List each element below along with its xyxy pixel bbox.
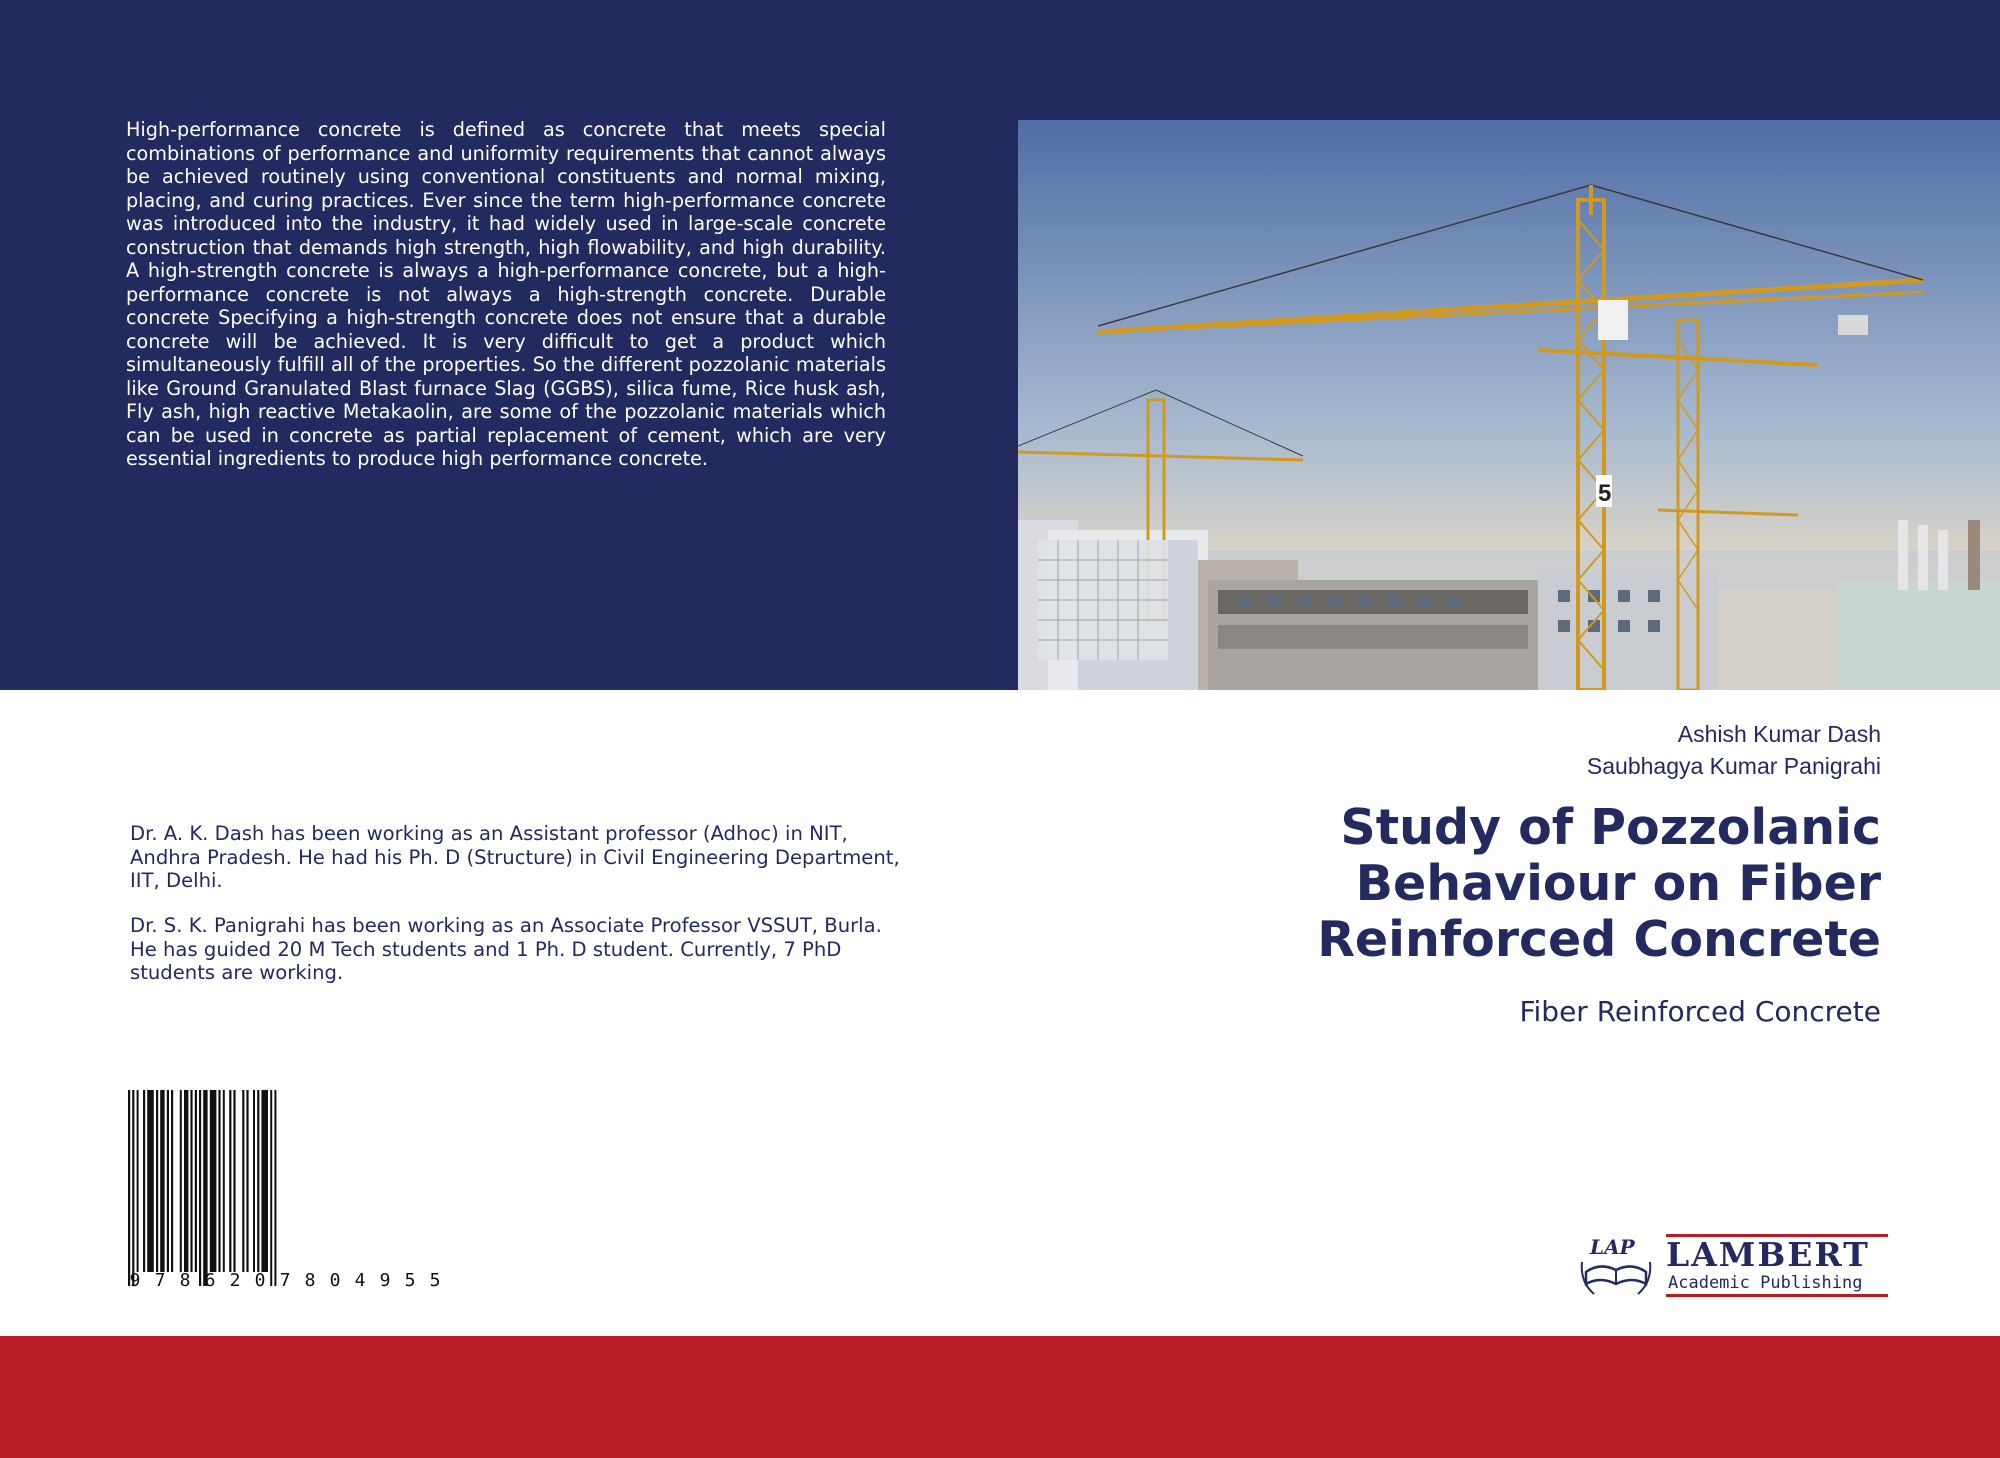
svg-text:5: 5 [1598,480,1612,507]
publisher-name: LAMBERT [1666,1235,1870,1274]
isbn-digit: 6 [204,1270,216,1291]
author-name: Saubhagya Kumar Panigrahi [1586,753,1881,779]
construction-cranes-photo [1018,120,2000,690]
isbn-digit: 9 [129,1270,141,1291]
bottom-red-band [0,1336,2000,1458]
author-bio-panigrahi: Dr. S. K. Panigrahi has been working as an Associate Professor VSSUT, Burla. He has guided 20 M Tech students and 1 Ph. D student. Currently, 7 PhD students are working. [130,914,882,985]
isbn-digit: 0 [254,1270,266,1291]
book-subtitle: Fiber Reinforced Concrete [1519,995,1881,1028]
isbn-digit: 5 [404,1270,416,1291]
publisher-badge: LAP [1590,1235,1635,1259]
isbn-digit: 7 [154,1270,166,1291]
author-list [1587,718,1881,782]
isbn-digit: 8 [304,1270,316,1291]
isbn-digit: 5 [429,1270,441,1291]
author-name: Ashish Kumar Dash [1677,721,1881,747]
isbn-digit: 2 [229,1270,241,1291]
publisher-logo [1578,1222,1898,1302]
isbn-digit: 0 [329,1270,341,1291]
isbn-number [124,1270,446,1291]
back-cover-blurb: High-performance concrete is defined as concrete that meets special combinations of performance and uniformity requirements that cannot always be achieved routinely using conventional constituents and normal mixing, placing, and curing practices. Ever since the term high-performance concrete was introduced into the industry, it had widely used in large-scale concrete construction that demands high strength, high flowability, and high durability. A high-strength concrete is always a high-performance concrete, but a high-performance concrete is not always a high-strength concrete. Durable concrete Specifying a high-strength concrete does not ensure that a durable concrete will be achieved. It is very difficult to get a product which simultaneously fulfill all of the properties. So the different pozzolanic materials like Ground Granulated Blast furnace Slag (GGBS), silica fume, Rice husk ash, Fly ash, high reactive Metakaolin, are some of the pozzolanic materials which can be used in concrete as partial replacement of cement, which are very essential ingredients to produce high performance concrete. [126,118,886,470]
isbn-digit: 4 [354,1270,366,1291]
publisher-tagline: Academic Publishing [1668,1273,1863,1293]
book-title: Study of Pozzolanic Behaviour on Fiber Reinforced Concrete [1317,799,1881,968]
open-book-icon [1582,1262,1651,1294]
isbn-barcode [126,1090,456,1290]
isbn-digit: 9 [379,1270,391,1291]
isbn-digit: 8 [179,1270,191,1291]
isbn-digit: 7 [279,1270,291,1291]
author-bio-dash: Dr. A. K. Dash has been working as an Assistant professor (Adhoc) in NIT, Andhra Pradesh. He had his Ph. D (Structure) in Civil Engineering Department, IIT, Delhi. [130,822,900,893]
